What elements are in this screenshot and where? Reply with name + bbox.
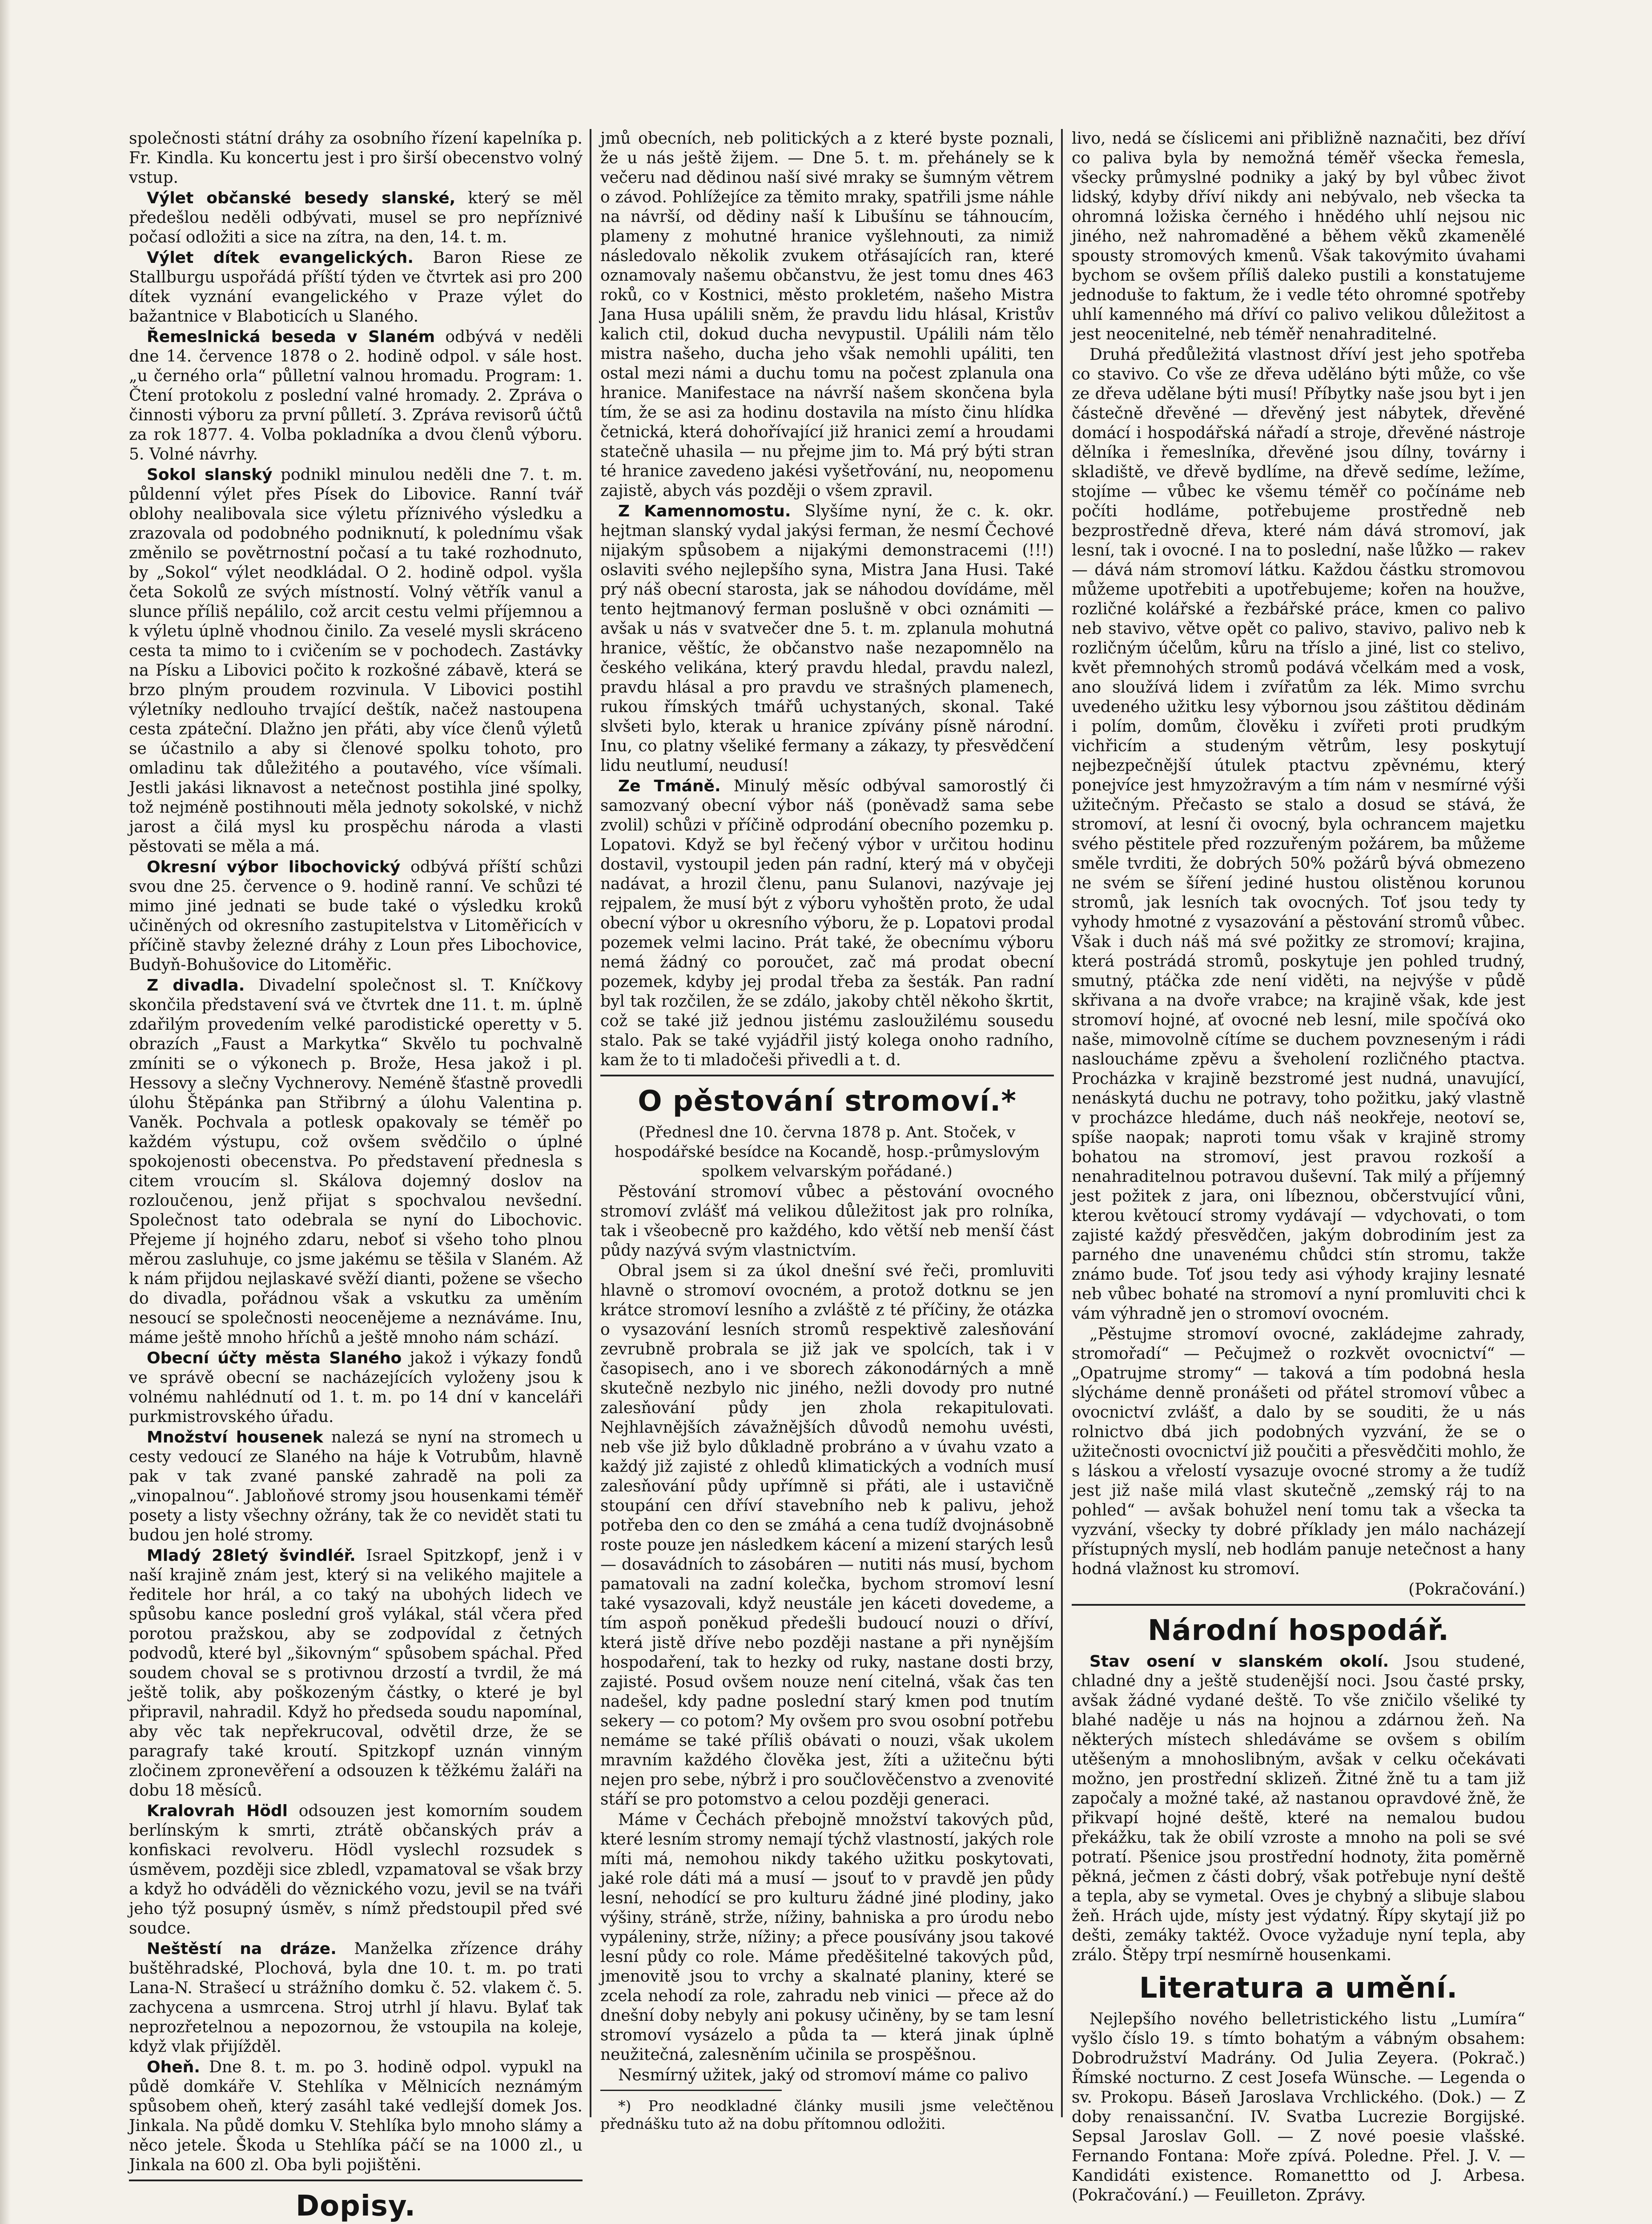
article-subtitle: (Přednesl dne 10. června 1878 p. Ant. Stoček, v hospodářské besídce na Kocandě, hosp.-průmyslovým spolkem velvarským pořádané.) [615,1124,1040,1180]
item-title: Ze Tmáně. [618,777,721,795]
item-text: Baron Riese ze Stallburgu uspořádá příští týden ve čtvrtek asi pro 200 dítek vyznání evangelického v Praze výlet do bažantnice v Blaboticích u Slaného. [129,249,583,326]
footnote-divider [600,2090,782,2091]
item-title: Výlet dítek evangelických. [147,249,414,267]
news-item [600,777,1054,1070]
item-title: Neštěstí na dráze. [147,1940,337,1958]
news-item [129,1428,583,1545]
column-1 [129,129,583,2223]
item-text: jakož i výkazy fondů ve správě obecní se nacházejících vyloženy jsou k volnému nahlédnutí od 1. t. m. po 14 dní v kanceláři purkmistrovského úřadu. [129,1349,583,1426]
paragraph: Obral jsem si za úkol dnešní své řeči, promluviti hlavně o stromoví ovocném, a protož dotknu se jen krátce stromoví lesního a zvláště z té příčiny, že otázka o vysazování lesních stromů respektivě zalesňování zevrubně probrala se již jak ve spolcích, tak i v časopisech, ano i ve sborech zákonodárných a mně skutečně nezbylo nic jiného, nežli dovody pro nutné zalesňování půdy jen zhola rekapitulovati. Nejhlavnějších závažnějších důvodů nemohu uvésti, neb vše již bylo důkladně probráno a v úvahu vzato a každý již zajisté z ohledů klimatických a vodních musí zalesňování půdy upřímně si přáti, ale i ustavičně stoupání cen dříví stavebního neb k palivu, jehož potřeba den co den se zmáhá a cena tudíž dvojnásobně roste pouze jen následkem kácení a mizení starých lesů — dosavádních to zásobáren — nutiti nás musí, bychom pamatovali na zadní kolečka, bychom stromoví lesní také vysazovali, když neustále jen káceti dovedeme, a tím aspoň poněkud předešli budoucí nouzi o dříví, která jistě dříve nebo později nastane a při nynějším hospodaření, tak to hezky od ruky, nastane dosti brzy, zajisté. Posud ovšem nouze není citelná, však čas ten nadešel, kdy padne poslední starý kmen pod tnutím sekery — co potom? My ovšem pro svou osobní potřebu nemáme se také příliš obávati o nouzi, však ukolem mravním každého člověka jest, žíti a užitečnu býti nejen pro sebe, nýbrž i pro součlověčenstvo a zvenovité stáří se pro potomstvo a celou později generaci. [600,1262,1054,1809]
column-3 [1072,129,1525,2204]
paragraph: livo, nedá se číslicemi ani přibližně naznačiti, bez dříví co paliva byla by nemožná téměř všecka řemesla, všecky průmyslné podniky a jaký by byl vůbec život lidský, kdyby dříví nikdy ani nebývalo, neb všecka ta ohromná ložiska černého i hnědého uhlí nejsou nic jiného, než nahromaděné a během věků zkamenělé spousty stromových kmenů. Však takovýmito úvahami bychom se ovšem příliš daleko pustili a konstatujeme jednoduše to faktum, že i vedle této ohromné spotřeby uhlí kamenného má dříví co palivo velikou důležitost a jest neocenitelné, neb téměř nenahraditelné. [1072,129,1525,343]
item-text: odsouzen jest komorním soudem berlínským k smrti, ztrátě občanských práv a konfiskaci revolveru. Hödl vyslechl rozsudek s úsměvem, později sice zbledl, vzpamatoval se však brzy a když ho odváděli do věznického vozu, jevil se na tváři jeho týž posupný úsměv, s nímž předstoupil před své soudce. [129,1802,583,1938]
paragraph: Pěstování stromoví vůbec a pěstování ovocného stromoví zvlášť má velikou důležitost jak pro rolníka, tak i všeobecně pro každého, kdo větší neb menší část půdy nazývá svým vlastnictvím. [600,1183,1054,1260]
item-text: nalezá se nyní na stromech u cesty vedoucí ze Slaného na háje k Votrubům, hlavně pak v tak zvané panské zahradě na poli za „vinopalnou“. Jabloňové stromy jsou housenkami téměř posety a listy všechny ožrány, tak že co nevidět stati tu budou jen holé stromy. [129,1428,583,1544]
article-heading: O pěstování stromoví.* [638,1085,1017,1118]
newspaper-page [129,129,1565,2224]
paragraph: společnosti státní dráhy za osobního řízení kapelníka p. Fr. Kindla. Ku koncertu jest i pro širší obecenstvo volný vstup. [129,129,583,187]
item-text: Slyšíme nyní, že c. k. okr. hejtman slanský vydal jakýsi ferman, že nesmí Čechové nijakým spůsobem a nijakými demonstracemi (!!!) oslaviti svého nejlepšího syna, Mistra Jana Husi. Také prý náš obecní starosta, jak se náhodou dovídáme, měl tento hejtmanový ferman poslušně v obci oznámiti — avšak u nás v svatvečer dne 5. t. m. zplanula mohutná hranice, věštíc, že občanstvo naše nezapomnělo na českého velikána, který pravdu hledal, pravdu nalezl, pravdu hlásal a pro pravdu ve strašných plamenech, rukou římských tmářů uchystaných, skonal. Také slvšeti bylo, kterak u hranice zpívány písně národní. Inu, co platny všeliké fermany a zákazy, ty přesvědčení lidu neutlumí, neudusí! [600,502,1054,775]
news-item [129,1349,583,1427]
news-item [129,2058,583,2175]
column-2 [600,129,1054,2131]
news-item [129,189,583,247]
item-text: Manželka zřízence dráhy buštěhradské, Plochová, byla dne 10. t. m. po trati Lana-N. Strašecí u strážního domku č. 52. vlakem č. 5. zachycena a usmrcena. Stroj utrhl jí hlavu. Bylať tak neprozřetelnou a nepozornou, že vstoupila na koleje, když vlak přijížděl. [129,1940,583,2056]
news-item [129,1546,583,1801]
news-item [129,248,583,326]
section-heading-literatura: Literatura a umění. [1139,1972,1458,2005]
item-title: Z divadla. [147,976,245,995]
paragraph: Máme v Čechách přebojně množství takových půd, které lesním stromy nemají týchž vlastností, jakých role míti má, nemohou nikdy takého užitku poskytovati, jaké role dáti má a musí — jsouť to v pravdě jen půdy lesní, nehodící se pro kulturu žádné jiné plodiny, jako výšiny, stráně, strže, nížiny, bahniska a pro úrodu nebo vypáleniny, strže, nížiny; a přece pousívány jsou takové lesní půdy co role. Máme předěšitelné takových půd, jmenovitě jsou to vrchy a skalnaté planiny, které se zcela nehodí za role, zahradu neb vinici — přece až do dnešní doby nebyly ani pokusy učiněny, by se tam lesní stromoví vysázelo a půda ta — která jinak úplně neužitečná, zalesněním učinila se prospěšnou. [600,1811,1054,2064]
item-title: Okresní výbor libochovický [147,858,401,876]
news-item [129,1939,583,2057]
paragraph: Nesmírný užitek, jaký od stromoví máme co palivo [618,2066,1028,2084]
paragraph: „Pěstujme stromoví ovocné, zakládejme zahrady, stromořadí“ — Pečujmež o rozkvět ovocnictví“ — „Opatrujme stromy“ — taková a tím podobná hesla slýcháme denně pronášeti od přátel stromoví vůbec a ovocnictví zvlášť, a dalo by se souditi, že u nás rolnictvo dbá jich podobných vyzvání, že se o užitečnosti ovocnictví již poučiti a přesvědčiti mohlo, že s láskou a vřelostí vysazuje ovocné stromy a že tudíž jest již naše milá vlast skutečně „zemský ráj to na pohled“ — avšak bohužel není tomu tak a všecka ta vyzvání, všecky ty dobré příklady jen málo nacházejí přístupných myslí, neb hodlám panuje netečnost a hany hodná vlažnost ku stromoví. [1072,1325,1525,1578]
news-item [129,976,583,1348]
news-item [129,1801,583,1938]
column-rule-1 [590,129,591,2117]
item-text: Minulý měsíc odbýval samorostlý či samozvaný obecní výbor náš (poněvadž sama sebe zvolil) schůzi v příčině odprodání obecního pozemku p. Lopatovi. Když se byl řečený výbor v určitou hodinu dostavil, vystoupil jeden pán radní, který má v obyčeji nadávat, a hrozil členu, panu Sulanovi, nazývaje jej rejpalem, že musí být z výboru vyhoštěn proto, že udal obecní výbor u okresního výboru, že p. Lopatovi prodal pozemek velmi lacino. Prát také, že obecnímu výboru nemá žádný co poroučet, zač má prodat obecní pozemek, kdyby jej prodal třeba za šesták. Pan radní byl tak rozčilen, že se zdálo, jakoby chtěl někoho škrtit, což se také již jednou jistému zasloužilému sousedu stalo. Pak se také vyjádřil jistý kolega onoho radního, kam že to ti mladočeši přivedli a t. d. [600,777,1054,1069]
item-text: podnikl minulou neděli dne 7. t. m. půldenní výlet přes Písek do Libovice. Ranní tvář oblohy nealibovala sice výletu příznivého výsledku a zrazovala od podobného podniknutí, k polednímu však změnilo se povětrnostní počasí a tu také rozhodnuto, by „Sokol“ výlet neodkládal. O 2. hodině odpol. vyšla četa Sokolů ze svých místností. Volný větřík vanul a slunce příliš nepálilo, což arcit cestu velmi příjemnou a k výletu úplně vhodnou činilo. Za veselé mysli skráceno cesta ta mimo to i cvičením se v pochodech. Zastávky na Písku a Libovici počito k rozkošné zábavě, která se brzo plným proudem rozvinula. V Libovici postihl výletníky nedlouho trvající deštík, načež nastoupena cesta zpáteční. Dlažno jen přáti, aby více členů výletů se účastnilo a aby si členové spolku tohoto, pro omladinu tak důležitého a poutavého, více všímali. Jestli jakási liknavost a netečnost postihla jiné spolky, tož nejméně postihnouti měla jednoty sokolské, v nichž jarost a čilá mysl ku prospěchu národa a vlasti pěstovati se měla a má. [129,466,583,856]
item-text: Dne 8. t. m. po 3. hodině odpol. vypukl na půdě domkáře V. Stehlíka v Mělnicích neznámým spůsobem oheň, který zasáhl také vedlejší domek Jos. Jinkala. Na půdě domku V. Stehlíka bylo mnoho slámy a něco jetele. Škoda u Stehlíka páčí se na 1000 zl., u Jinkala na 600 zl. Oba byli pojištěni. [129,2058,583,2174]
item-text: Divadelní společnost sl. T. Kníčkovy skončila představení svá ve čtvrtek dne 11. t. m. úplně zdařilým provedením velké parodistické operetty v 5. obrazích „Faust a Markytka“ Skvělo tu pochvalně zmíniti se o výkonech p. Brože, Hesa jakož i pl. Hessovy a slečny Vychnerovy. Neméně šťastně provedli úlohu Štěpánka pan Střibrný a úlohu Valentina p. Vaněk. Pochvala a potlesk opakovaly se téměř po každém výstupu, což ovšem svědčilo o úplné spokojenosti obecenstva. Po představení přednesla s citem vroucím sl. Skálova dojemný doslov na rozloučenou, jenž přijat s spochvalou nevšední. Společnost tato odebrala se nyní do Libochovic. Přejeme jí hojného zdaru, neboť si všeho toho plnou měrou zasluhuje, co jsme jakému se těšila v Slaném. Až k nám přijdou nejlaskavé svěží dianti, požene se všecho do divadla, pořádnou však a vskutku za uměním nesoucí se společnosti neocenějeme a neznáváme. Inu, máme ještě mnoho hříchů a ještě mnoho nám schází. [129,976,583,1347]
section-divider [600,1075,1054,1076]
news-item [129,465,583,857]
column-rule-2 [1061,129,1063,2117]
paragraph: Druhá předůležitá vlastnost dříví jest jeho spotřeba co stavivo. Co vše ze dřeva uděláno býti může, co vše ze dřeva udělane býti musí! Příbytky naše jsou byt i jen částečně dřevěné — dřevěný jest nábytek, dřevěné domácí i hospodářská nářadí a stroje, dřevěné nástroje dělníka i řemeslníka, dřevěné jsou dílny, továrny i skladiště, ve dřevě bydlíme, na dřevě sedíme, ležíme, stojíme — vůbec ke všemu téměř co počínáme neb počíti hodláme, potřebujeme prostředně neb bezprostředně dřeva, které nám dává stromoví, jak lesní, tak i ovocné. I na to poslední, naše lůžko — rakev — dává nám stromoví látku. Každou částku stromovou můžeme upotřebiti a upotřebujeme; kořen na houžve, rozličné kolářské a řezbářské práce, kmen co palivo neb stavivo, větve opět co palivo, stavivo, palivo neb k rozličným účelům, kůru na tříslo a jiné, list co stelivo, květ přemnohých stromů podává včelkám med a vosk, ano sloužívá lidem i zvířatům za lék. Mimo svrchu uvedeného užitku lesy výbornou jsou záštitou dědinám i polím, domům, člověku i zvířeti proti prudkým vichřicím a studeným větrům, lesy poskytují nejbezpečnější útulek ptactvu zpěvnému, který ponejvíce jest hmyzožravým a tím nám v nesmírné výši užitečným. Přečasto se stalo a dosud se stává, že stromoví, at lesní či ovocný, byla ochrancem majetku svého pěstitele před rozzuřeným požárem, ba můžeme směle tvrditi, že dobrých 50% požárů bývá obmezeno ne svém se šíření jediné hustou olistěnou korunou stromů, jak lesních tak ovocných. Toť jsou tedy ty vyhody hmotné z vysazování a pěstování stromů vůbec. Však i duch náš má své požitky ze stromoví; krajina, která postrádá stromů, poskytuje jen pohled trudný, smutný, ptáčka zde není viděti, na nejvýše v půdě skřivana a na dvoře vrabce; na krajině však, kde jest stromoví hojné, ať ovocné neb lesní, mile spočívá oko naše, mimovolně cítíme se duchem povzneseným i rádi nasloucháme zpěvu a šveholení rozličného ptactva. Procházka v krajině bezstromé jest nudná, unavující, nenáskytá duchu ne potravy, toho požitku, jaký vlastně v procházce hledáme, duch náš neokřeje, neotoví se, spíše naopak; naproti tomu však v krajině stromy bohatou na stromoví, jest pravou rozkoší a nenahraditelnou potravou duševní. Tak milý a příjemný jest požitek z jara, oni líbeznou, občerstvující vůni, kterou květoucí stromy vydávají — vdychovati, o tom zajisté každý přesvědčen, jakým dobrodiním jest za parného dne unavenému chůdci stín stromu, takže známo bude. Toť jsou tedy asi výhody krajiny lesnaté neb vůbec bohaté na stromoví a nyní promluviti chci k vám výhradně jen o stromoví ovocném. [1072,346,1525,1323]
paragraph: jmů obecních, neb politických a z které byste poznali, že u nás ještě žijem. — Dne 5. t. m. přehánely se k večeru nad dědinou naší sivé mraky se šumným větrem o závod. Pohlížejíce za těmito mraky, spatřili jsme náhle na návrší, od dědiny naší k Libušínu se táhnoucím, plameny z mohutné hranice vyšlehnouti, za nimiž následovalo několik zvukem otřásajících ran, které oznamovaly našemu občanstvu, že jest tomu dnes 463 roků, co v Kostnici, město prokletém, našeho Mistra Jana Husa upálili sněm, že pravdu lidu hlásal, Kristův kalich ctil, dokud ducha nevypustil. Upálili nám tělo mistra našeho, ducha jeho však nemohli upáliti, ten ostal mezi námi a duchu tomu na počest zplanula ona hranice. Manifestace na návrší našem skončena byla tím, že se asi za hodinu dostavila na místo činu hlídka četnická, která dohořívající již hranici zemí a hroudami statečně uhasila — nu přejme jim to. Má prý býti stran té hranice zavedeno jakési vyšetřování, nu, neopomenu zajistě, abych vás později o všem zpravil. [600,129,1054,500]
item-title: Z Kamennomostu. [618,502,791,520]
section-heading-hospodar: Národní hospodář. [1147,1614,1450,1647]
item-title: Množství housenek [147,1428,323,1446]
item-title: Oheň. [147,2058,200,2076]
news-item [1072,1652,1525,1965]
item-text: který se měl předešlou neděli odbývati, musel se pro nepříznivé počasí odložiti a sice na zítra, na den, 14. t. m. [129,189,583,246]
item-text: odbývá v neděli dne 14. července 1878 o 2. hodině odpol. v sále host. „u černého orla“ půlletní valnou hromadu. Program: 1. Čtení protokolu z poslední valné hromady. 2. Zpráva o činnosti výboru za první půlletí. 3. Zpráva revisorů účtů za rok 1877. 4. Volba pokladníka a dvou členů výboru. 5. Volné návrhy. [129,328,583,463]
item-text: Israel Spitzkopf, jenž i v naší krajině znám jest, který si na velikého majitele a ředitele hor hrál, a co taký na ubohých lidech ve spůsobu kance poslední groš vylákal, stál včera před porotou pražskou, aby se zodpovídal z četných podvodů, které byl „šikovným“ spůsobem spáchal. Před soudem choval se s protivnou drzostí a tvrdil, že má ještě tolik, aby poškozeným částky, o které je byl připravil, nahradil. Když ho předseda soudu napomínal, aby věc tak nepřekrucoval, odvětil drze, že se paragrafy také kroutí. Spitzkopf uznán vinným zločinem zpronevěření a odsouzen k těžkému žaláři na dobu 18 měsíců. [129,1547,583,1800]
item-title: Kralovrah Hödl [147,1802,288,1820]
item-text: Jsou studené, chladné dny a ještě studenější noci. Jsou časté prsky, avšak žádné vydané deště. To vše zničilo všeliké ty blahé naděje u nás na hojnou a zdárnou žeň. Na některých místech shledáváme se ovšem s obilím utěšeným a mnohoslibným, avšak v celku očekávati možno, jen prostřední sklizeň. Žitné žně tu a tam již započaly a možné také, až nastanou opravdové žně, že přikvapí hojné deště, které na nemalou budou překážku, tak že obilí vzroste a mnoho na poli se své potratí. Pšenice jsou prostřední hodnoty, žita poměrně pěkná, ječmen z části dobrý, však potřebuje nyní deště a tepla, aby se vymetal. Oves je chybný a slibuje slabou žeň. Hrách ujde, místy jest výdatný. Řípy skytají již po dešti, zemáky taktéž. Ovoce vyžaduje nyní tepla, aby zrálo. Štěpy trpí nesmírně housenkami. [1072,1652,1525,1964]
item-title: Sokol slanský [147,466,273,484]
page-edge-shadow [0,0,11,2224]
item-text: odbývá příští schůzi svou dne 25. července o 9. hodině ranní. Ve schůzi té mimo jiné jednati se bude také o výsledku kroků učiněných od okresního zastupitelstva v Litoměřicích v příčině stavby železné dráhy z Loun přes Libochovice, Budyň-Bohušovice do Litoměřic. [129,858,583,974]
item-title: Stav osení v slanském okolí. [1089,1652,1389,1671]
news-item [129,858,583,975]
section-heading-dopisy: Dopisy. [295,2190,416,2223]
item-title: Obecní účty města Slaného [147,1349,402,1367]
continuation-note: (Pokračování.) [1408,1580,1525,1599]
footnote: *) Pro neodkladné články musili jsme velečtěnou přednášku tuto až na dobu přítomnou odložiti. [600,2097,1054,2132]
section-divider [129,2180,583,2181]
item-title: Mladý 28letý švindléř. [147,1547,356,1565]
news-item [129,327,583,464]
news-item [600,502,1054,776]
item-title: Řemeslnická beseda v Slaném [147,328,435,346]
item-title: Výlet občanské besedy slanské, [147,189,456,207]
paragraph: Nejlepšího nového belletristického listu „Lumíra“ vyšlo číslo 19. s tímto bohatým a vábným obsahem: Dobrodružství Madrány. Od Julia Zeyera. (Pokrač.) Římské nocturno. Z cest Josefa Wünsche. — Legenda o sv. Prokopu. Báseň Jaroslava Vrchlického. (Dok.) — Z doby renaissanční. IV. Svatba Lucrezie Borgijské. Sepsal Jaroslav Goll. — Z nové poesie vlašské. Fernando Fontana: Moře zpívá. Poledne. Přel. J. V. — Kandidáti existence. Romanettto od J. Arbesa. (Pokračování.) — Feuilleton. Zprávy. [1072,2010,1525,2204]
section-divider [1072,1604,1525,1606]
